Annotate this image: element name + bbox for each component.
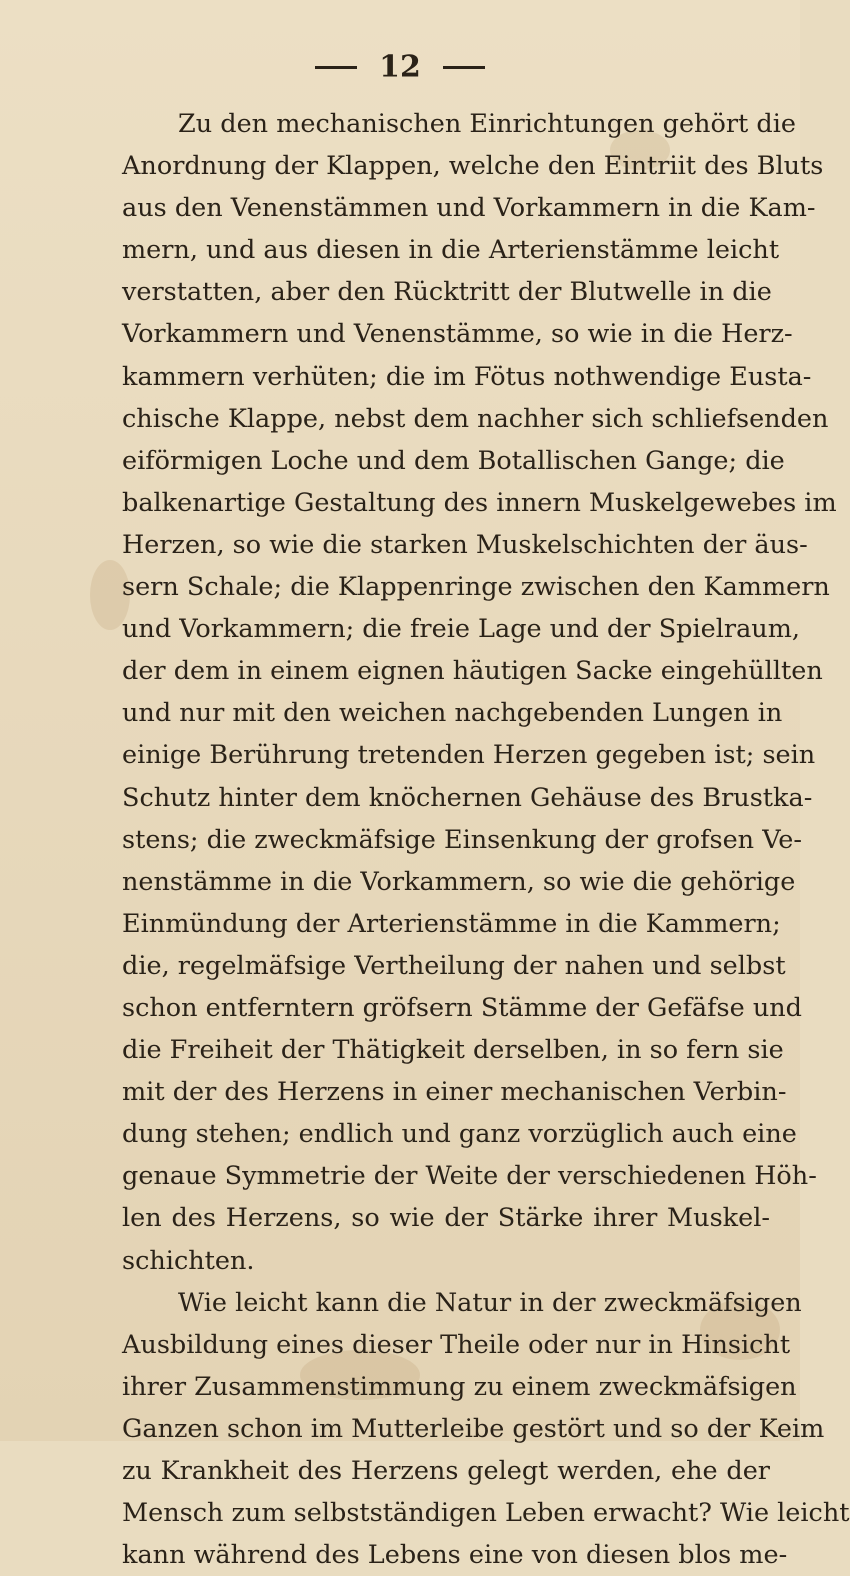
header-rule-left xyxy=(315,66,357,69)
text-line: Ausbildung eines dieser Theile oder nur in Hinsicht xyxy=(122,1329,791,1360)
text-line: Herzen, so wie die starken Muskelschichten der äus- xyxy=(122,529,808,560)
text-line: Vorkammern und Venenstämme, so wie in die Herz- xyxy=(122,319,793,350)
text-line: mern, und aus diesen in die Arterienstämme leicht xyxy=(122,235,780,266)
header-rule-right xyxy=(443,66,485,69)
text-line: dung stehen; endlich und ganz vorzüglich auch eine xyxy=(122,1119,797,1150)
text-line: einige Berührung tretenden Herzen gegeben ist; sein xyxy=(122,740,816,771)
text-line: kammern verhüten; die im Fötus nothwendige Eusta- xyxy=(122,361,812,392)
text-line: schichten. xyxy=(122,1245,255,1276)
text-line: Ganzen schon im Mutterleibe gestört und so der Keim xyxy=(122,1413,825,1444)
text-line: balkenartige Gestaltung des innern Muskelgewebes im xyxy=(122,487,837,518)
body-text xyxy=(122,103,850,1576)
text-line: und nur mit den weichen nachgebenden Lungen in xyxy=(122,698,783,729)
text-line: genaue Symmetrie der Weite der verschiedenen Höh- xyxy=(122,1161,817,1192)
text-line: kann während des Lebens eine von diesen blos me- xyxy=(122,1540,788,1571)
text-line: mit der des Herzens in einer mechanischen Verbin- xyxy=(122,1077,787,1108)
text-line: schon entferntern gröfsern Stämme der Gefäfse und xyxy=(122,992,803,1023)
text-line: Einmündung der Arterienstämme in die Kammern; xyxy=(122,908,781,939)
text-line: Wie leicht kann die Natur in der zweckmäfsigen xyxy=(178,1287,802,1318)
text-line: Anordnung der Klappen, welche den Eintriit des Bluts xyxy=(122,151,824,182)
text-line: die, regelmäfsige Vertheilung der nahen und selbst xyxy=(122,950,786,981)
text-line: aus den Venenstämmen und Vorkammern in die Kam- xyxy=(122,193,816,224)
text-line: eiförmigen Loche und dem Botallischen Gange; die xyxy=(122,445,785,476)
text-line: verstatten, aber den Rücktritt der Blutwelle in die xyxy=(122,277,772,308)
text-line: der dem in einem eignen häutigen Sacke eingehüllten xyxy=(122,656,823,687)
text-line: sern Schale; die Klappenringe zwischen den Kammern xyxy=(122,572,830,603)
text-line: nenstämme in die Vorkammern, so wie die gehörige xyxy=(122,866,796,897)
page-number: 12 xyxy=(379,49,421,85)
text-line: len des Herzens, so wie der Stärke ihrer Muskel- xyxy=(122,1203,770,1234)
text-line: Mensch zum selbstständigen Leben erwacht? Wie leicht xyxy=(122,1498,850,1529)
text-line: Zu den mechanischen Einrichtungen gehört die xyxy=(178,109,796,139)
text-line: zu Krankheit des Herzens gelegt werden, ehe der xyxy=(122,1456,770,1486)
page-header xyxy=(0,48,800,85)
text-line: chische Klappe, nebst dem nachher sich schliefsenden xyxy=(122,403,829,434)
text-line: und Vorkammern; die freie Lage und der Spielraum, xyxy=(122,614,800,645)
text-line: Schutz hinter dem knöchernen Gehäuse des Brustka- xyxy=(122,782,813,813)
text-line: stens; die zweckmäfsige Einsenkung der grofsen Ve- xyxy=(122,824,802,855)
text-line: ihrer Zusammenstimmung zu einem zweckmäfsigen xyxy=(122,1371,797,1402)
text-line: die Freiheit der Thätigkeit derselben, in so fern sie xyxy=(122,1035,784,1066)
